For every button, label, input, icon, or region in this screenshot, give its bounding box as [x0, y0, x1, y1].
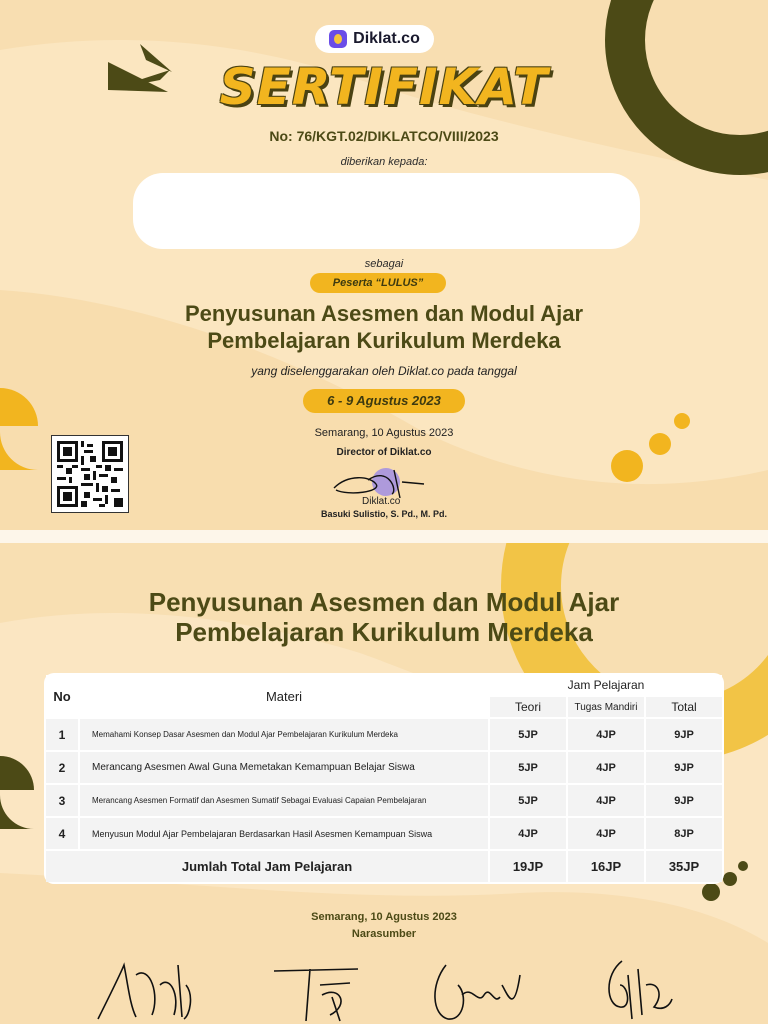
course-title-line1: Penyusunan Asesmen dan Modul Ajar [184, 301, 584, 326]
certificate-title: SERTIFIKAT [219, 58, 549, 116]
col-total: Total [646, 697, 722, 717]
row-materi: Memahami Konsep Dasar Asesmen dan Modul Ajar Pembelajaran Kurikulum Merdeka [80, 719, 488, 750]
syllabus-title-line2: Pembelajaran Kurikulum Merdeka [175, 617, 593, 647]
syllabus-title-line1: Penyusunan Asesmen dan Modul Ajar [148, 587, 620, 617]
row-teori: 5JP [490, 719, 566, 750]
row-materi: Merancang Asesmen Awal Guna Memetakan Kemampuan Belajar Siswa [80, 752, 488, 783]
date-badge: 6 - 9 Agustus 2023 [303, 389, 465, 413]
qr-code [51, 435, 129, 513]
row-total: 8JP [646, 818, 722, 849]
syllabus-table [44, 673, 724, 884]
syllabus-place-date: Semarang, 10 Agustus 2023 [311, 911, 457, 923]
certificate-number: No: 76/KGT.02/DIKLATCO/VIII/2023 [269, 128, 499, 144]
row-materi: Menyusun Modul Ajar Pembelajaran Berdasarkan Hasil Asesmen Kemampuan Siswa [80, 818, 488, 849]
col-jam-pelajaran: Jam Pelajaran [490, 675, 722, 695]
organized-by-text: yang diselenggarakan oleh Diklat.co pada tanggal [251, 364, 517, 378]
table-row [46, 818, 722, 849]
given-to-label: diberikan kepada: [340, 156, 428, 168]
row-mandiri: 4JP [568, 818, 644, 849]
row-teori: 5JP [490, 752, 566, 783]
recipient-name-box [133, 173, 640, 249]
as-label: sebagai [364, 258, 404, 270]
syllabus-role: Narasumber [351, 928, 417, 940]
qr-code-icon [57, 441, 123, 507]
total-mandiri: 16JP [568, 851, 644, 882]
col-materi: Materi [80, 675, 488, 717]
signature-2 [270, 955, 370, 1024]
row-teori: 4JP [490, 818, 566, 849]
director-role: Director of Diklat.co [336, 447, 432, 458]
diklat-logo-icon [329, 30, 347, 48]
signature-3 [428, 955, 528, 1024]
signature-4 [598, 955, 678, 1024]
row-no: 4 [46, 818, 78, 849]
row-mandiri: 4JP [568, 719, 644, 750]
col-teori: Teori [490, 697, 566, 717]
table-row [46, 785, 722, 816]
panel-divider [0, 530, 768, 543]
total-total: 35JP [646, 851, 722, 882]
table-row [46, 752, 722, 783]
row-teori: 5JP [490, 785, 566, 816]
stamp-text: Diklat.co [362, 496, 401, 507]
total-row [46, 851, 722, 882]
course-title-line2: Pembelajaran Kurikulum Merdeka [207, 328, 561, 353]
row-materi: Merancang Asesmen Formatif dan Asesmen Sumatif Sebagai Evaluasi Capaian Pembelajaran [80, 785, 488, 816]
total-label: Jumlah Total Jam Pelajaran [46, 851, 488, 882]
total-teori: 19JP [490, 851, 566, 882]
col-tugas-mandiri: Tugas Mandiri [568, 697, 644, 717]
col-no: No [46, 675, 78, 717]
table-row [46, 719, 722, 750]
signature-1 [90, 955, 200, 1024]
row-no: 3 [46, 785, 78, 816]
status-badge: Peserta “LULUS” [310, 273, 446, 293]
row-no: 2 [46, 752, 78, 783]
row-total: 9JP [646, 785, 722, 816]
row-no: 1 [46, 719, 78, 750]
brand-logo [315, 25, 434, 53]
row-total: 9JP [646, 719, 722, 750]
place-date: Semarang, 10 Agustus 2023 [314, 427, 454, 439]
row-mandiri: 4JP [568, 752, 644, 783]
row-mandiri: 4JP [568, 785, 644, 816]
row-total: 9JP [646, 752, 722, 783]
director-name: Basuki Sulistio, S. Pd., M. Pd. [320, 509, 448, 519]
brand-name: Diklat.co [353, 30, 420, 47]
